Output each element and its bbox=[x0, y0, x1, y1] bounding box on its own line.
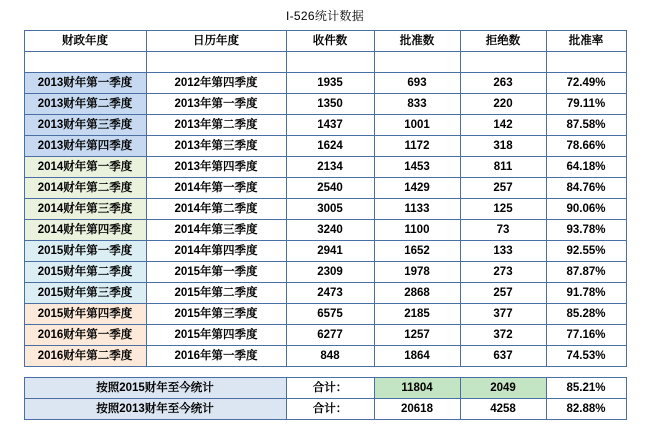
cell-denied: 257 bbox=[460, 283, 546, 304]
cell-approved: 1133 bbox=[374, 199, 460, 220]
cell-approved: 1172 bbox=[374, 136, 460, 157]
cell-approved: 2868 bbox=[374, 283, 460, 304]
cell-approved: 833 bbox=[374, 94, 460, 115]
cell-fiscal-year: 2015财年第三季度 bbox=[24, 283, 146, 304]
cell-received: 6575 bbox=[286, 304, 374, 325]
table-row bbox=[24, 199, 626, 220]
cell-calendar-year: 2013年第一季度 bbox=[146, 94, 286, 115]
cell-denied: 377 bbox=[460, 304, 546, 325]
cell-denied: 637 bbox=[460, 346, 546, 367]
cell-denied: 811 bbox=[460, 157, 546, 178]
cell-calendar-year: 2016年第一季度 bbox=[146, 346, 286, 367]
summary-rate: 85.21% bbox=[546, 378, 626, 399]
summary-label-2013: 按照2013财年至今统计 bbox=[24, 399, 286, 420]
summary-table bbox=[24, 377, 627, 420]
table-row bbox=[24, 304, 626, 325]
cell-calendar-year: 2014年第一季度 bbox=[146, 178, 286, 199]
cell-calendar-year: 2013年第三季度 bbox=[146, 136, 286, 157]
cell-rate: 87.58% bbox=[546, 115, 626, 136]
spacer-cell bbox=[24, 52, 146, 73]
cell-calendar-year: 2014年第四季度 bbox=[146, 241, 286, 262]
cell-denied: 220 bbox=[460, 94, 546, 115]
cell-fiscal-year: 2013财年第二季度 bbox=[24, 94, 146, 115]
cell-fiscal-year: 2015财年第二季度 bbox=[24, 262, 146, 283]
cell-fiscal-year: 2014财年第一季度 bbox=[24, 157, 146, 178]
table-row bbox=[24, 262, 626, 283]
cell-fiscal-year: 2015财年第一季度 bbox=[24, 241, 146, 262]
summary-label-2015: 按照2015财年至今统计 bbox=[24, 378, 286, 399]
cell-rate: 91.78% bbox=[546, 283, 626, 304]
table-row bbox=[24, 157, 626, 178]
column-header-calendar-year: 日历年度 bbox=[146, 31, 286, 52]
cell-calendar-year: 2013年第四季度 bbox=[146, 157, 286, 178]
cell-received: 1350 bbox=[286, 94, 374, 115]
cell-rate: 93.78% bbox=[546, 220, 626, 241]
cell-fiscal-year: 2016财年第二季度 bbox=[24, 346, 146, 367]
summary-total-label: 合计： bbox=[286, 378, 374, 399]
spacer-cell bbox=[374, 52, 460, 73]
cell-denied: 142 bbox=[460, 115, 546, 136]
cell-rate: 72.49% bbox=[546, 73, 626, 94]
cell-received: 3240 bbox=[286, 220, 374, 241]
cell-received: 6277 bbox=[286, 325, 374, 346]
cell-denied: 318 bbox=[460, 136, 546, 157]
spacer-cell bbox=[146, 52, 286, 73]
table-header bbox=[24, 31, 626, 52]
summary-total-label: 合计： bbox=[286, 399, 374, 420]
cell-rate: 85.28% bbox=[546, 304, 626, 325]
cell-calendar-year: 2015年第一季度 bbox=[146, 262, 286, 283]
table-body bbox=[24, 52, 626, 367]
cell-rate: 77.16% bbox=[546, 325, 626, 346]
summary-row bbox=[24, 399, 626, 420]
summary-approved: 20618 bbox=[374, 399, 460, 420]
cell-calendar-year: 2015年第三季度 bbox=[146, 304, 286, 325]
cell-calendar-year: 2014年第二季度 bbox=[146, 199, 286, 220]
spacer-cell bbox=[286, 52, 374, 73]
cell-approved: 1652 bbox=[374, 241, 460, 262]
column-header-received: 收件数 bbox=[286, 31, 374, 52]
column-header-fiscal-year: 财政年度 bbox=[24, 31, 146, 52]
statistics-table bbox=[24, 30, 627, 367]
cell-received: 848 bbox=[286, 346, 374, 367]
cell-received: 2941 bbox=[286, 241, 374, 262]
cell-approved: 1978 bbox=[374, 262, 460, 283]
cell-rate: 90.06% bbox=[546, 199, 626, 220]
cell-rate: 92.55% bbox=[546, 241, 626, 262]
cell-received: 2473 bbox=[286, 283, 374, 304]
cell-received: 2134 bbox=[286, 157, 374, 178]
page-title: I-526统计数据 bbox=[285, 9, 365, 23]
cell-denied: 273 bbox=[460, 262, 546, 283]
cell-denied: 125 bbox=[460, 199, 546, 220]
cell-calendar-year: 2015年第四季度 bbox=[146, 325, 286, 346]
cell-fiscal-year: 2014财年第三季度 bbox=[24, 199, 146, 220]
cell-calendar-year: 2015年第二季度 bbox=[146, 283, 286, 304]
cell-fiscal-year: 2013财年第三季度 bbox=[24, 115, 146, 136]
cell-received: 1437 bbox=[286, 115, 374, 136]
table-row bbox=[24, 178, 626, 199]
column-header-approval-rate: 批准率 bbox=[546, 31, 626, 52]
summary-body bbox=[24, 378, 626, 420]
cell-calendar-year: 2014年第三季度 bbox=[146, 220, 286, 241]
cell-approved: 1100 bbox=[374, 220, 460, 241]
header-row bbox=[24, 31, 626, 52]
table-row bbox=[24, 136, 626, 157]
cell-received: 2309 bbox=[286, 262, 374, 283]
cell-fiscal-year: 2014财年第二季度 bbox=[24, 178, 146, 199]
cell-rate: 78.66% bbox=[546, 136, 626, 157]
summary-rate: 82.88% bbox=[546, 399, 626, 420]
spacer-cell bbox=[546, 52, 626, 73]
cell-fiscal-year: 2013财年第一季度 bbox=[24, 73, 146, 94]
cell-received: 1624 bbox=[286, 136, 374, 157]
table-row bbox=[24, 283, 626, 304]
table-row bbox=[24, 115, 626, 136]
summary-approved: 11804 bbox=[374, 378, 460, 399]
cell-approved: 1001 bbox=[374, 115, 460, 136]
cell-approved: 1257 bbox=[374, 325, 460, 346]
table-gap bbox=[0, 367, 650, 377]
cell-received: 2540 bbox=[286, 178, 374, 199]
table-row bbox=[24, 73, 626, 94]
cell-received: 1935 bbox=[286, 73, 374, 94]
cell-rate: 84.76% bbox=[546, 178, 626, 199]
cell-fiscal-year: 2013财年第四季度 bbox=[24, 136, 146, 157]
cell-denied: 263 bbox=[460, 73, 546, 94]
spacer-row bbox=[24, 52, 626, 73]
cell-approved: 2185 bbox=[374, 304, 460, 325]
table-row bbox=[24, 325, 626, 346]
table-row bbox=[24, 346, 626, 367]
cell-calendar-year: 2012年第四季度 bbox=[146, 73, 286, 94]
summary-denied: 2049 bbox=[460, 378, 546, 399]
cell-fiscal-year: 2016财年第一季度 bbox=[24, 325, 146, 346]
table-row bbox=[24, 220, 626, 241]
column-header-denied: 拒绝数 bbox=[460, 31, 546, 52]
table-row bbox=[24, 241, 626, 262]
cell-approved: 1864 bbox=[374, 346, 460, 367]
cell-approved: 693 bbox=[374, 73, 460, 94]
cell-fiscal-year: 2014财年第四季度 bbox=[24, 220, 146, 241]
cell-received: 3005 bbox=[286, 199, 374, 220]
cell-calendar-year: 2013年第二季度 bbox=[146, 115, 286, 136]
cell-denied: 133 bbox=[460, 241, 546, 262]
cell-denied: 257 bbox=[460, 178, 546, 199]
cell-approved: 1453 bbox=[374, 157, 460, 178]
summary-row bbox=[24, 378, 626, 399]
cell-rate: 87.87% bbox=[546, 262, 626, 283]
cell-rate: 74.53% bbox=[546, 346, 626, 367]
column-header-approved: 批准数 bbox=[374, 31, 460, 52]
spacer-cell bbox=[460, 52, 546, 73]
cell-fiscal-year: 2015财年第四季度 bbox=[24, 304, 146, 325]
cell-denied: 73 bbox=[460, 220, 546, 241]
cell-rate: 79.11% bbox=[546, 94, 626, 115]
cell-denied: 372 bbox=[460, 325, 546, 346]
cell-approved: 1429 bbox=[374, 178, 460, 199]
cell-rate: 64.18% bbox=[546, 157, 626, 178]
table-row bbox=[24, 94, 626, 115]
summary-denied: 4258 bbox=[460, 399, 546, 420]
